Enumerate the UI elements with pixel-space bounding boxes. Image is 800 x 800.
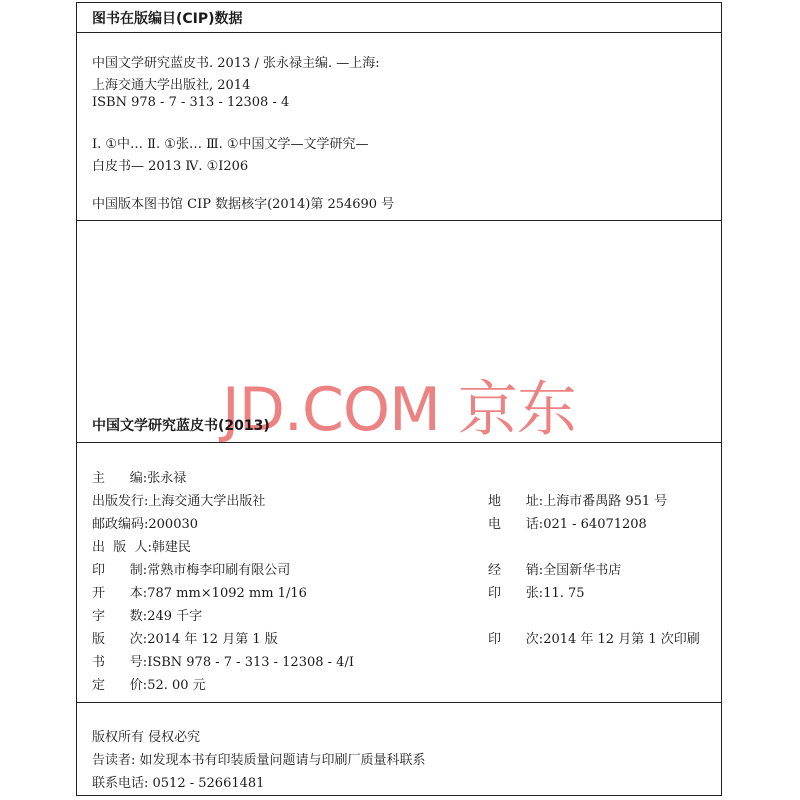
- info-row-price: [92, 674, 206, 693]
- book-title: 中国文学研究蓝皮书(2013): [92, 418, 270, 434]
- contact-phone: 联系电话: 0512 - 52661481: [92, 776, 265, 791]
- info-row-address: [488, 490, 667, 509]
- info-label: 电 话:: [488, 517, 544, 532]
- info-row-issuer: [92, 536, 191, 555]
- info-row-editor: [92, 467, 186, 486]
- info-row-format: [92, 582, 307, 601]
- info-value: 上海交通大学出版社: [148, 494, 266, 509]
- info-value: 常熟市梅李印刷有限公司: [147, 563, 291, 578]
- info-label: 出版发行:: [92, 494, 149, 509]
- info-value: 全国新华书店: [543, 563, 622, 578]
- jd-watermark: JD.COM 京东: [222, 375, 576, 445]
- info-row-phone: [488, 513, 647, 532]
- info-label: 字 数:: [92, 609, 148, 624]
- info-row-printer: [92, 559, 290, 578]
- info-label: 经 销:: [488, 563, 544, 578]
- info-row-sheets: [488, 582, 585, 601]
- cip-line-5: 白皮书— 2013 Ⅳ. ①I206: [92, 159, 249, 174]
- info-row-publisher: [92, 490, 265, 509]
- info-row-word-count: [92, 605, 202, 624]
- cip-line-2: 上海交通大学出版社, 2014: [92, 78, 251, 93]
- info-value: 2014 年 12 月第 1 次印刷: [543, 632, 700, 647]
- info-value: 11. 75: [543, 586, 585, 601]
- info-row-edition: [92, 628, 278, 647]
- divider: [76, 32, 722, 33]
- cip-line-4: Ⅰ. ①中… Ⅱ. ①张… Ⅲ. ①中国文学—文学研究—: [92, 137, 369, 152]
- info-label: 主 编:: [92, 471, 148, 486]
- info-value: 韩建民: [151, 540, 191, 555]
- info-value: 200030: [148, 517, 199, 532]
- divider: [76, 442, 722, 443]
- info-label: 版 次:: [92, 632, 148, 647]
- cip-line-1: 中国文学研究蓝皮书. 2013 / 张永禄主编. —上海:: [92, 56, 380, 71]
- cip-heading: 图书在版编目(CIP)数据: [92, 11, 243, 27]
- divider: [76, 702, 722, 703]
- info-row-book-number: [92, 651, 354, 670]
- info-row-printing: [488, 628, 700, 647]
- info-value: 021 - 64071208: [543, 517, 647, 532]
- info-value: ISBN 978 - 7 - 313 - 12308 - 4/I: [147, 655, 354, 670]
- info-row-postcode: [92, 513, 198, 532]
- info-value: 2014 年 12 月第 1 版: [147, 632, 278, 647]
- copyright-notice: 版权所有 侵权必究: [92, 730, 201, 745]
- info-label: 定 价:: [92, 678, 148, 693]
- info-label: 印 张:: [488, 586, 544, 601]
- info-value: 787 mm×1092 mm 1/16: [147, 586, 307, 601]
- reader-notice: 告读者: 如发现本书有印装质量问题请与印刷厂质量科联系: [92, 753, 426, 768]
- info-label: 地 址:: [488, 494, 544, 509]
- divider: [76, 220, 722, 221]
- info-label: 开 本:: [92, 586, 148, 601]
- cip-record-number: 中国版本图书馆 CIP 数据核字(2014)第 254690 号: [92, 197, 395, 212]
- info-row-distributor: [488, 559, 621, 578]
- info-label: 印 制:: [92, 563, 148, 578]
- info-value: 249 千字: [147, 609, 203, 624]
- info-label: 出 版 人:: [92, 540, 152, 555]
- info-label: 印 次:: [488, 632, 544, 647]
- info-label: 邮政编码:: [92, 517, 149, 532]
- info-value: 52. 00 元: [147, 678, 206, 693]
- info-value: 上海市番禺路 951 号: [543, 494, 668, 509]
- info-label: 书 号:: [92, 655, 148, 670]
- info-value: 张永禄: [147, 471, 187, 486]
- cip-isbn: ISBN 978 - 7 - 313 - 12308 - 4: [92, 95, 290, 110]
